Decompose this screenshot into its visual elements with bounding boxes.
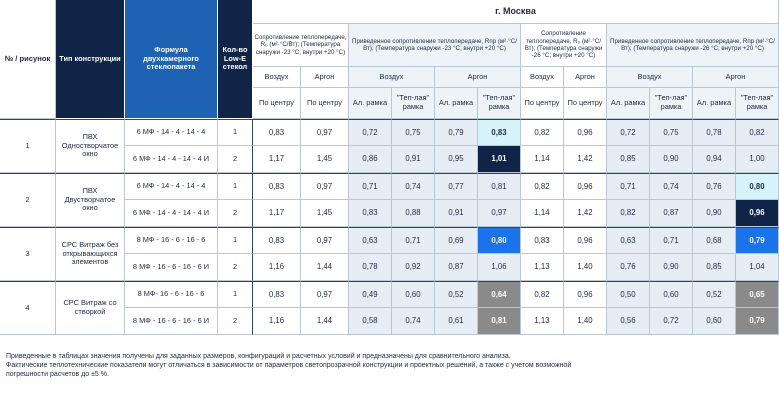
value-cell: 1,00 (736, 146, 779, 173)
value-cell: 0,97 (301, 173, 349, 200)
header-al-frame: Ал. рамка (607, 88, 650, 119)
value-cell: 1,40 (564, 308, 607, 335)
header-center: По центру (564, 88, 607, 119)
lowe-count: 1 (218, 281, 253, 308)
header-formula: Формула двухкамерного стеклопакета (125, 0, 218, 119)
header-center: По центру (301, 88, 349, 119)
value-cell: 0,71 (392, 227, 435, 254)
value-cell: 0,83 (253, 173, 301, 200)
value-cell: 0,49 (349, 281, 392, 308)
value-cell: 0,97 (301, 281, 349, 308)
value-cell: 0,82 (736, 119, 779, 146)
value-cell: 0,82 (521, 119, 564, 146)
glazing-formula: 6 МФ - 14 - 4 - 14 - 4 (125, 119, 218, 146)
value-cell: 0,78 (693, 119, 736, 146)
value-cell: 0,58 (349, 308, 392, 335)
glazing-formula: 8 МФ- 16 - 6 - 16 - 6 (125, 281, 218, 308)
value-cell: 0,60 (650, 281, 693, 308)
header-air: Воздух (349, 67, 435, 88)
value-cell: 0,96 (564, 281, 607, 308)
header-center: По центру (253, 88, 301, 119)
value-cell: 0,91 (392, 146, 435, 173)
value-cell: 0,83 (253, 119, 301, 146)
lowe-count: 1 (218, 119, 253, 146)
header-city: г. Москва (253, 0, 779, 24)
value-cell: 0,85 (607, 146, 650, 173)
lowe-count: 2 (218, 308, 253, 335)
value-cell: 1,14 (521, 200, 564, 227)
highlighted-value-cell: 0,96 (736, 200, 779, 227)
highlighted-value-cell: 0,80 (736, 173, 779, 200)
value-cell: 0,94 (693, 146, 736, 173)
construction-type: ПВХ Двустворчатое окно (56, 173, 125, 227)
lowe-count: 2 (218, 200, 253, 227)
value-cell: 1,44 (301, 308, 349, 335)
highlighted-value-cell: 0,81 (478, 308, 521, 335)
value-cell: 0,50 (607, 281, 650, 308)
header-al-frame: Ал. рамка (349, 88, 392, 119)
value-cell: 0,74 (392, 173, 435, 200)
row-number: 4 (0, 281, 56, 335)
lowe-count: 2 (218, 146, 253, 173)
lowe-count: 1 (218, 173, 253, 200)
highlighted-value-cell: 0,79 (736, 308, 779, 335)
value-cell: 1,13 (521, 254, 564, 281)
value-cell: 0,74 (650, 173, 693, 200)
value-cell: 1,17 (253, 200, 301, 227)
header-group-r0-26: Сопротивление теплопередаче, R₀ (м²·°С/Вт); (Температура снаружи -26 °С; внутри +20 °С) (521, 24, 607, 67)
value-cell: 0,83 (253, 281, 301, 308)
value-cell: 0,75 (392, 119, 435, 146)
value-cell: 0,52 (693, 281, 736, 308)
construction-type: СРС Витраж со створкой (56, 281, 125, 335)
value-cell: 0,96 (564, 227, 607, 254)
value-cell: 0,96 (564, 173, 607, 200)
header-argon: Аргон (564, 67, 607, 88)
header-argon: Аргон (693, 67, 779, 88)
value-cell: 0,82 (521, 281, 564, 308)
footnotes (6, 352, 734, 379)
value-cell: 0,77 (435, 173, 478, 200)
value-cell: 0,97 (301, 119, 349, 146)
value-cell: 0,72 (650, 308, 693, 335)
glazing-formula: 8 МФ - 16 - 6 - 16 - 6 И (125, 254, 218, 281)
value-cell: 0,90 (650, 254, 693, 281)
value-cell: 0,60 (392, 281, 435, 308)
value-cell: 0,56 (607, 308, 650, 335)
value-cell: 0,68 (693, 227, 736, 254)
header-al-frame: Ал. рамка (693, 88, 736, 119)
row-number: 2 (0, 173, 56, 227)
highlighted-value-cell: 0,80 (478, 227, 521, 254)
value-cell: 1,44 (301, 254, 349, 281)
value-cell: 0,83 (253, 227, 301, 254)
value-cell: 0,90 (693, 200, 736, 227)
value-cell: 0,97 (301, 227, 349, 254)
value-cell: 1,16 (253, 254, 301, 281)
header-warm-frame: "Теп-лая" рамка (736, 88, 779, 119)
construction-type: СРС Витраж без открывающихся элементов (56, 227, 125, 281)
value-cell: 0,83 (521, 227, 564, 254)
value-cell: 0,72 (607, 119, 650, 146)
value-cell: 1,06 (478, 254, 521, 281)
value-cell: 1,40 (564, 254, 607, 281)
value-cell: 0,78 (349, 254, 392, 281)
header-warm-frame: "Теп-лая" рамка (478, 88, 521, 119)
header-warm-frame: "Теп-лая" рамка (392, 88, 435, 119)
row-number: 3 (0, 227, 56, 281)
value-cell: 1,17 (253, 146, 301, 173)
glazing-formula: 8 МФ - 16 - 6 - 16 - 6 (125, 227, 218, 254)
value-cell: 0,75 (650, 119, 693, 146)
value-cell: 1,16 (253, 308, 301, 335)
highlighted-value-cell: 0,65 (736, 281, 779, 308)
value-cell: 0,85 (693, 254, 736, 281)
value-cell: 0,79 (435, 119, 478, 146)
header-air: Воздух (253, 67, 301, 88)
value-cell: 0,61 (435, 308, 478, 335)
value-cell: 0,87 (650, 200, 693, 227)
header-group-rpr-26: Приведенное сопротивление теплопередаче, Rпр (м²·°С/Вт); (Температура снаружи -26 °С; внутри +20 °С) (607, 24, 779, 67)
value-cell: 1,45 (301, 200, 349, 227)
header-construction-type: Тип конструкции (56, 0, 125, 119)
lowe-count: 2 (218, 254, 253, 281)
value-cell: 0,96 (564, 119, 607, 146)
value-cell: 1,13 (521, 308, 564, 335)
value-cell: 0,83 (349, 200, 392, 227)
value-cell: 0,90 (650, 146, 693, 173)
value-cell: 1,42 (564, 146, 607, 173)
value-cell: 0,72 (349, 119, 392, 146)
lowe-count: 1 (218, 227, 253, 254)
value-cell: 0,71 (349, 173, 392, 200)
highlighted-value-cell: 0,79 (736, 227, 779, 254)
value-cell: 0,86 (349, 146, 392, 173)
value-cell: 0,81 (478, 173, 521, 200)
header-group-r0-23: Сопротивление теплопередаче, R₀ (м²·°С/Вт); (Температура снаружи -23 °С; внутри +20 °С) (253, 24, 349, 67)
glazing-formula: 8 МФ - 16 - 6 - 16 - 6 И (125, 308, 218, 335)
footnote-line: Фактические теплотехнические показатели могут отличаться в зависимости от параметров светопрозрачной конструкции и проектных решений, а также с учетом возможной (6, 362, 572, 369)
highlighted-value-cell: 0,64 (478, 281, 521, 308)
header-number: № / рисунок (0, 0, 56, 119)
value-cell: 1,14 (521, 146, 564, 173)
highlighted-value-cell: 0,83 (478, 119, 521, 146)
highlighted-value-cell: 1,01 (478, 146, 521, 173)
header-center: По центру (521, 88, 564, 119)
glazing-formula: 6 МФ - 14 - 4 - 14 - 4 И (125, 146, 218, 173)
value-cell: 0,74 (392, 308, 435, 335)
footnote-line: погрешности расчетов до ±5 %. (6, 371, 109, 378)
value-cell: 0,60 (693, 308, 736, 335)
header-group-rpr-23: Приведенное сопротивление теплопередаче, Rпр (м²·°С/Вт); (Температура снаружи -23 °С; внутри +20 °С) (349, 24, 521, 67)
value-cell: 1,42 (564, 200, 607, 227)
header-argon: Аргон (301, 67, 349, 88)
value-cell: 0,97 (478, 200, 521, 227)
header-lowe-count: Кол-во Low-E стекол (218, 0, 253, 119)
header-air: Воздух (607, 67, 693, 88)
header-argon: Аргон (435, 67, 521, 88)
footnote-line: Приведенные в таблицах значения получены для заданных размеров, конфигураций и расчетных условий и предназначены для сравнительного анализа. (6, 353, 511, 360)
value-cell: 0,76 (607, 254, 650, 281)
value-cell: 0,63 (607, 227, 650, 254)
value-cell: 0,52 (435, 281, 478, 308)
value-cell: 0,82 (607, 200, 650, 227)
value-cell: 0,88 (392, 200, 435, 227)
header-air: Воздух (521, 67, 564, 88)
value-cell: 1,45 (301, 146, 349, 173)
construction-type: ПВХ Одностворчатое окно (56, 119, 125, 173)
value-cell: 0,92 (392, 254, 435, 281)
glazing-formula: 6 МФ - 14 - 4 - 14 - 4 (125, 173, 218, 200)
row-number: 1 (0, 119, 56, 173)
glazing-formula: 6 МФ - 14 - 4 - 14 - 4 И (125, 200, 218, 227)
value-cell: 0,71 (607, 173, 650, 200)
value-cell: 0,87 (435, 254, 478, 281)
header-warm-frame: "Теп-лая" рамка (650, 88, 693, 119)
value-cell: 0,69 (435, 227, 478, 254)
value-cell: 0,71 (650, 227, 693, 254)
value-cell: 0,76 (693, 173, 736, 200)
value-cell: 0,91 (435, 200, 478, 227)
value-cell: 0,63 (349, 227, 392, 254)
value-cell: 0,95 (435, 146, 478, 173)
value-cell: 0,82 (521, 173, 564, 200)
value-cell: 1,04 (736, 254, 779, 281)
header-al-frame: Ал. рамка (435, 88, 478, 119)
